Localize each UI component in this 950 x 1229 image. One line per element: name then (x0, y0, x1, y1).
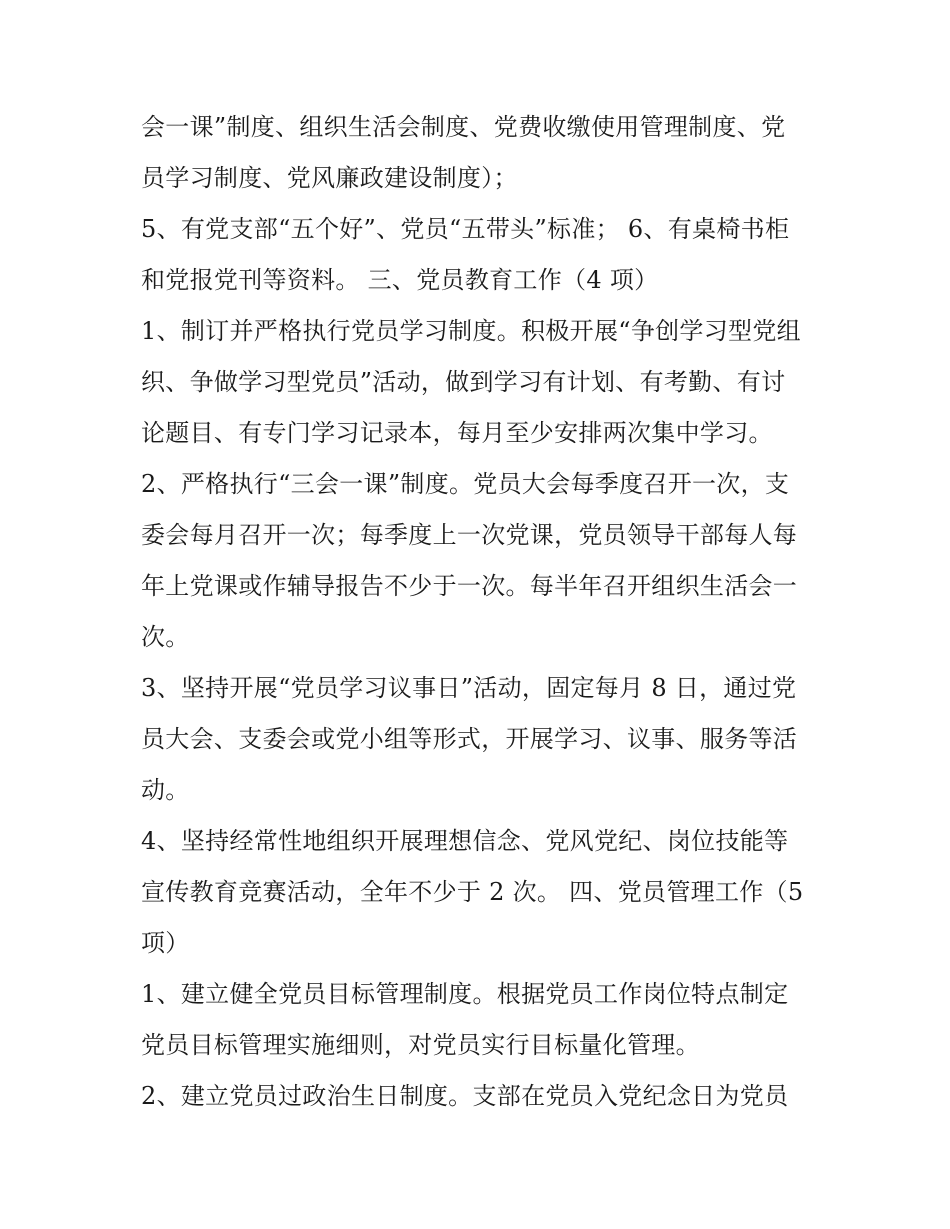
text-line: 会一课”制度、组织生活会制度、党费收缴使用管理制度、党 (141, 113, 786, 141)
text-line: 和党报党刊等资料。 三、党员教育工作（4 项） (141, 266, 659, 294)
text-line: 2、严格执行“三会一课”制度。党员大会每季度召开一次，支 (141, 470, 790, 498)
text-line: 织、争做学习型党员”活动，做到学习有计划、有考勤、有讨 (141, 368, 786, 396)
text-line: 项） (141, 929, 190, 957)
text-line: 5、有党支部“五个好”、党员“五带头”标准； 6、有桌椅书柜 (141, 215, 790, 243)
text-line: 年上党课或作辅导报告不少于一次。每半年召开组织生活会一 (141, 572, 798, 600)
text-line: 次。 (141, 623, 190, 651)
text-line: 4、坚持经常性地组织开展理想信念、党风党纪、岗位技能等 (141, 827, 789, 855)
text-line: 1、制订并严格执行党员学习制度。积极开展“争创学习型党组 (141, 317, 801, 345)
text-line: 1、建立健全党员目标管理制度。根据党员工作岗位特点制定 (141, 980, 789, 1008)
text-line: 2、建立党员过政治生日制度。支部在党员入党纪念日为党员 (141, 1082, 789, 1110)
text-line: 论题目、有专门学习记录本，每月至少安排两次集中学习。 (141, 419, 773, 447)
text-line: 员学习制度、党风廉政建设制度）； (141, 164, 518, 192)
text-line: 员大会、支委会或党小组等形式，开展学习、议事、服务等活 (141, 725, 798, 753)
text-line: 3、坚持开展“党员学习议事日”活动，固定每月 8 日，通过党 (141, 674, 797, 702)
text-line: 党员目标管理实施细则，对党员实行目标量化管理。 (141, 1031, 700, 1059)
text-line: 宣传教育竞赛活动，全年不少于 2 次。 四、党员管理工作（5 (141, 878, 804, 906)
text-line: 动。 (141, 776, 190, 804)
text-line: 委会每月召开一次；每季度上一次党课，党员领导干部每人每 (141, 521, 798, 549)
